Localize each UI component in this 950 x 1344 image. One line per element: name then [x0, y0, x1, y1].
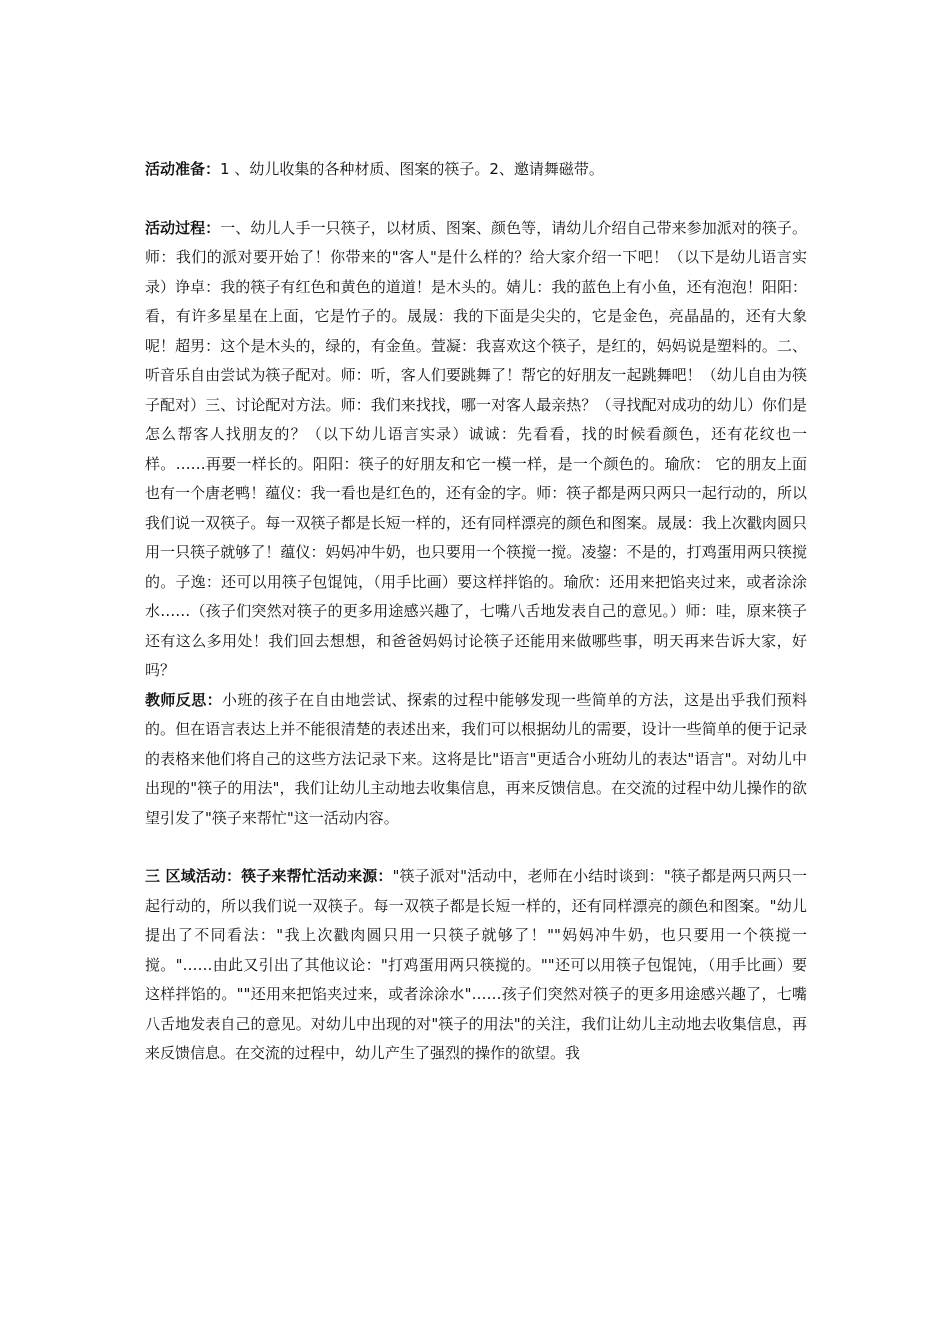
activity-preparation-paragraph	[145, 155, 807, 185]
activity-process-label: 活动过程：	[145, 218, 221, 237]
area-activity-paragraph	[145, 862, 807, 1069]
area-activity-label: 三 区域活动：筷子来帮忙活动来源：	[145, 867, 393, 885]
activity-process-paragraph	[145, 214, 807, 686]
teacher-reflection-paragraph	[145, 686, 807, 834]
activity-preparation-text: 1 、幼儿收集的各种材质、图案的筷子。2、邀请舞磁带。	[220, 160, 604, 178]
teacher-reflection-label: 教师反思：	[145, 690, 223, 709]
document-page	[145, 155, 807, 1069]
activity-process-text: 一、幼儿人手一只筷子，以材质、图案、颜色等，请幼儿介绍自己带来参加派对的筷子。师：我们的派对要开始了！你带来的"客人"是什么样的？给大家介绍一下吧！（以下是幼儿语言实录）诤卓：我的筷子有红色和黄色的道道！是木头的。婧儿：我的蓝色上有小鱼，还有泡泡！阳阳：看，有许多星星在上面，它是竹子的。晟晟：我的下面是尖尖的，它是金色，亮晶晶的，还有大象呢！超男：这个是木头的，绿的，有金鱼。萱凝：我喜欢这个筷子，是红的，妈妈说是塑料的。二、听音乐自由尝试为筷子配对。师：听，客人们要跳舞了！帮它的好朋友一起跳舞吧！（幼儿自由为筷子配对）三、讨论配对方法。师：我们来找找，哪一对客人最亲热？（寻找配对成功的幼儿）你们是怎么帮客人找朋友的？（以下幼儿语言实录）诚诚：先看看，找的时候看颜色，还有花纹也一样。……再要一样长的。阳阳：筷子的好朋友和它一模一样，是一个颜色的。瑜欣： 它的朋友上面也有一个唐老鸭！蕴仪：我一看也是红色的，还有金的字。师：筷子都是两只两只一起行动的，所以我们说一双筷子。每一双筷子都是长短一样的，还有同样漂亮的颜色和图案。晟晟：我上次戳肉圆只用一只筷子就够了！蕴仪：妈妈冲牛奶，也只要用一个筷搅一搅。凌鋆：不是的，打鸡蛋用两只筷搅的。子逸：还可以用筷子包馄饨，（用手比画）要这样拌馅的。瑜欣：还用来把馅夹过来，或者涂涂水……（孩子们突然对筷子的更多用途感兴趣了，七嘴八舌地发表自己的意见。）师：哇，原来筷子还有这么多用处！我们回去想想，和爸爸妈妈讨论筷子还能用来做哪些事，明天再来告诉大家，好吗？	[145, 218, 807, 679]
area-activity-text: "筷子派对"活动中，老师在小结时谈到："筷子都是两只两只一起行动的，所以我们说一双筷子。每一双筷子都是长短一样的，还有同样漂亮的颜色和图案。"幼儿提出了不同看法："我上次戳肉圆只用一只筷子就够了！""妈妈冲牛奶，也只要用一个筷搅一搅。"……由此又引出了其他议论："打鸡蛋用两只筷搅的。""还可以用筷子包馄饨，（用手比画）要这样拌馅的。""还用来把馅夹过来，或者涂涂水"……孩子们突然对筷子的更多用途感兴趣了，七嘴八舌地发表自己的意见。对幼儿中出现的对"筷子的用法"的关注，我们让幼儿主动地去收集信息，再来反馈信息。在交流的过程中，幼儿产生了强烈的操作的欲望。我	[145, 867, 807, 1062]
teacher-reflection-text: 小班的孩子在自由地尝试、探索的过程中能够发现一些简单的方法，这是出乎我们预料的。但在语言表达上并不能很清楚的表述出来，我们可以根据幼儿的需要，设计一些简单的便于记录的表格来他们将自己的这些方法记录下来。这将是比"语言"更适合小班幼儿的表达"语言"。对幼儿中出现的"筷子的用法"，我们让幼儿主动地去收集信息，再来反馈信息。在交流的过程中幼儿操作的欲望引发了"筷子来帮忙"这一活动内容。	[145, 690, 807, 827]
activity-preparation-label: 活动准备：	[145, 160, 221, 178]
